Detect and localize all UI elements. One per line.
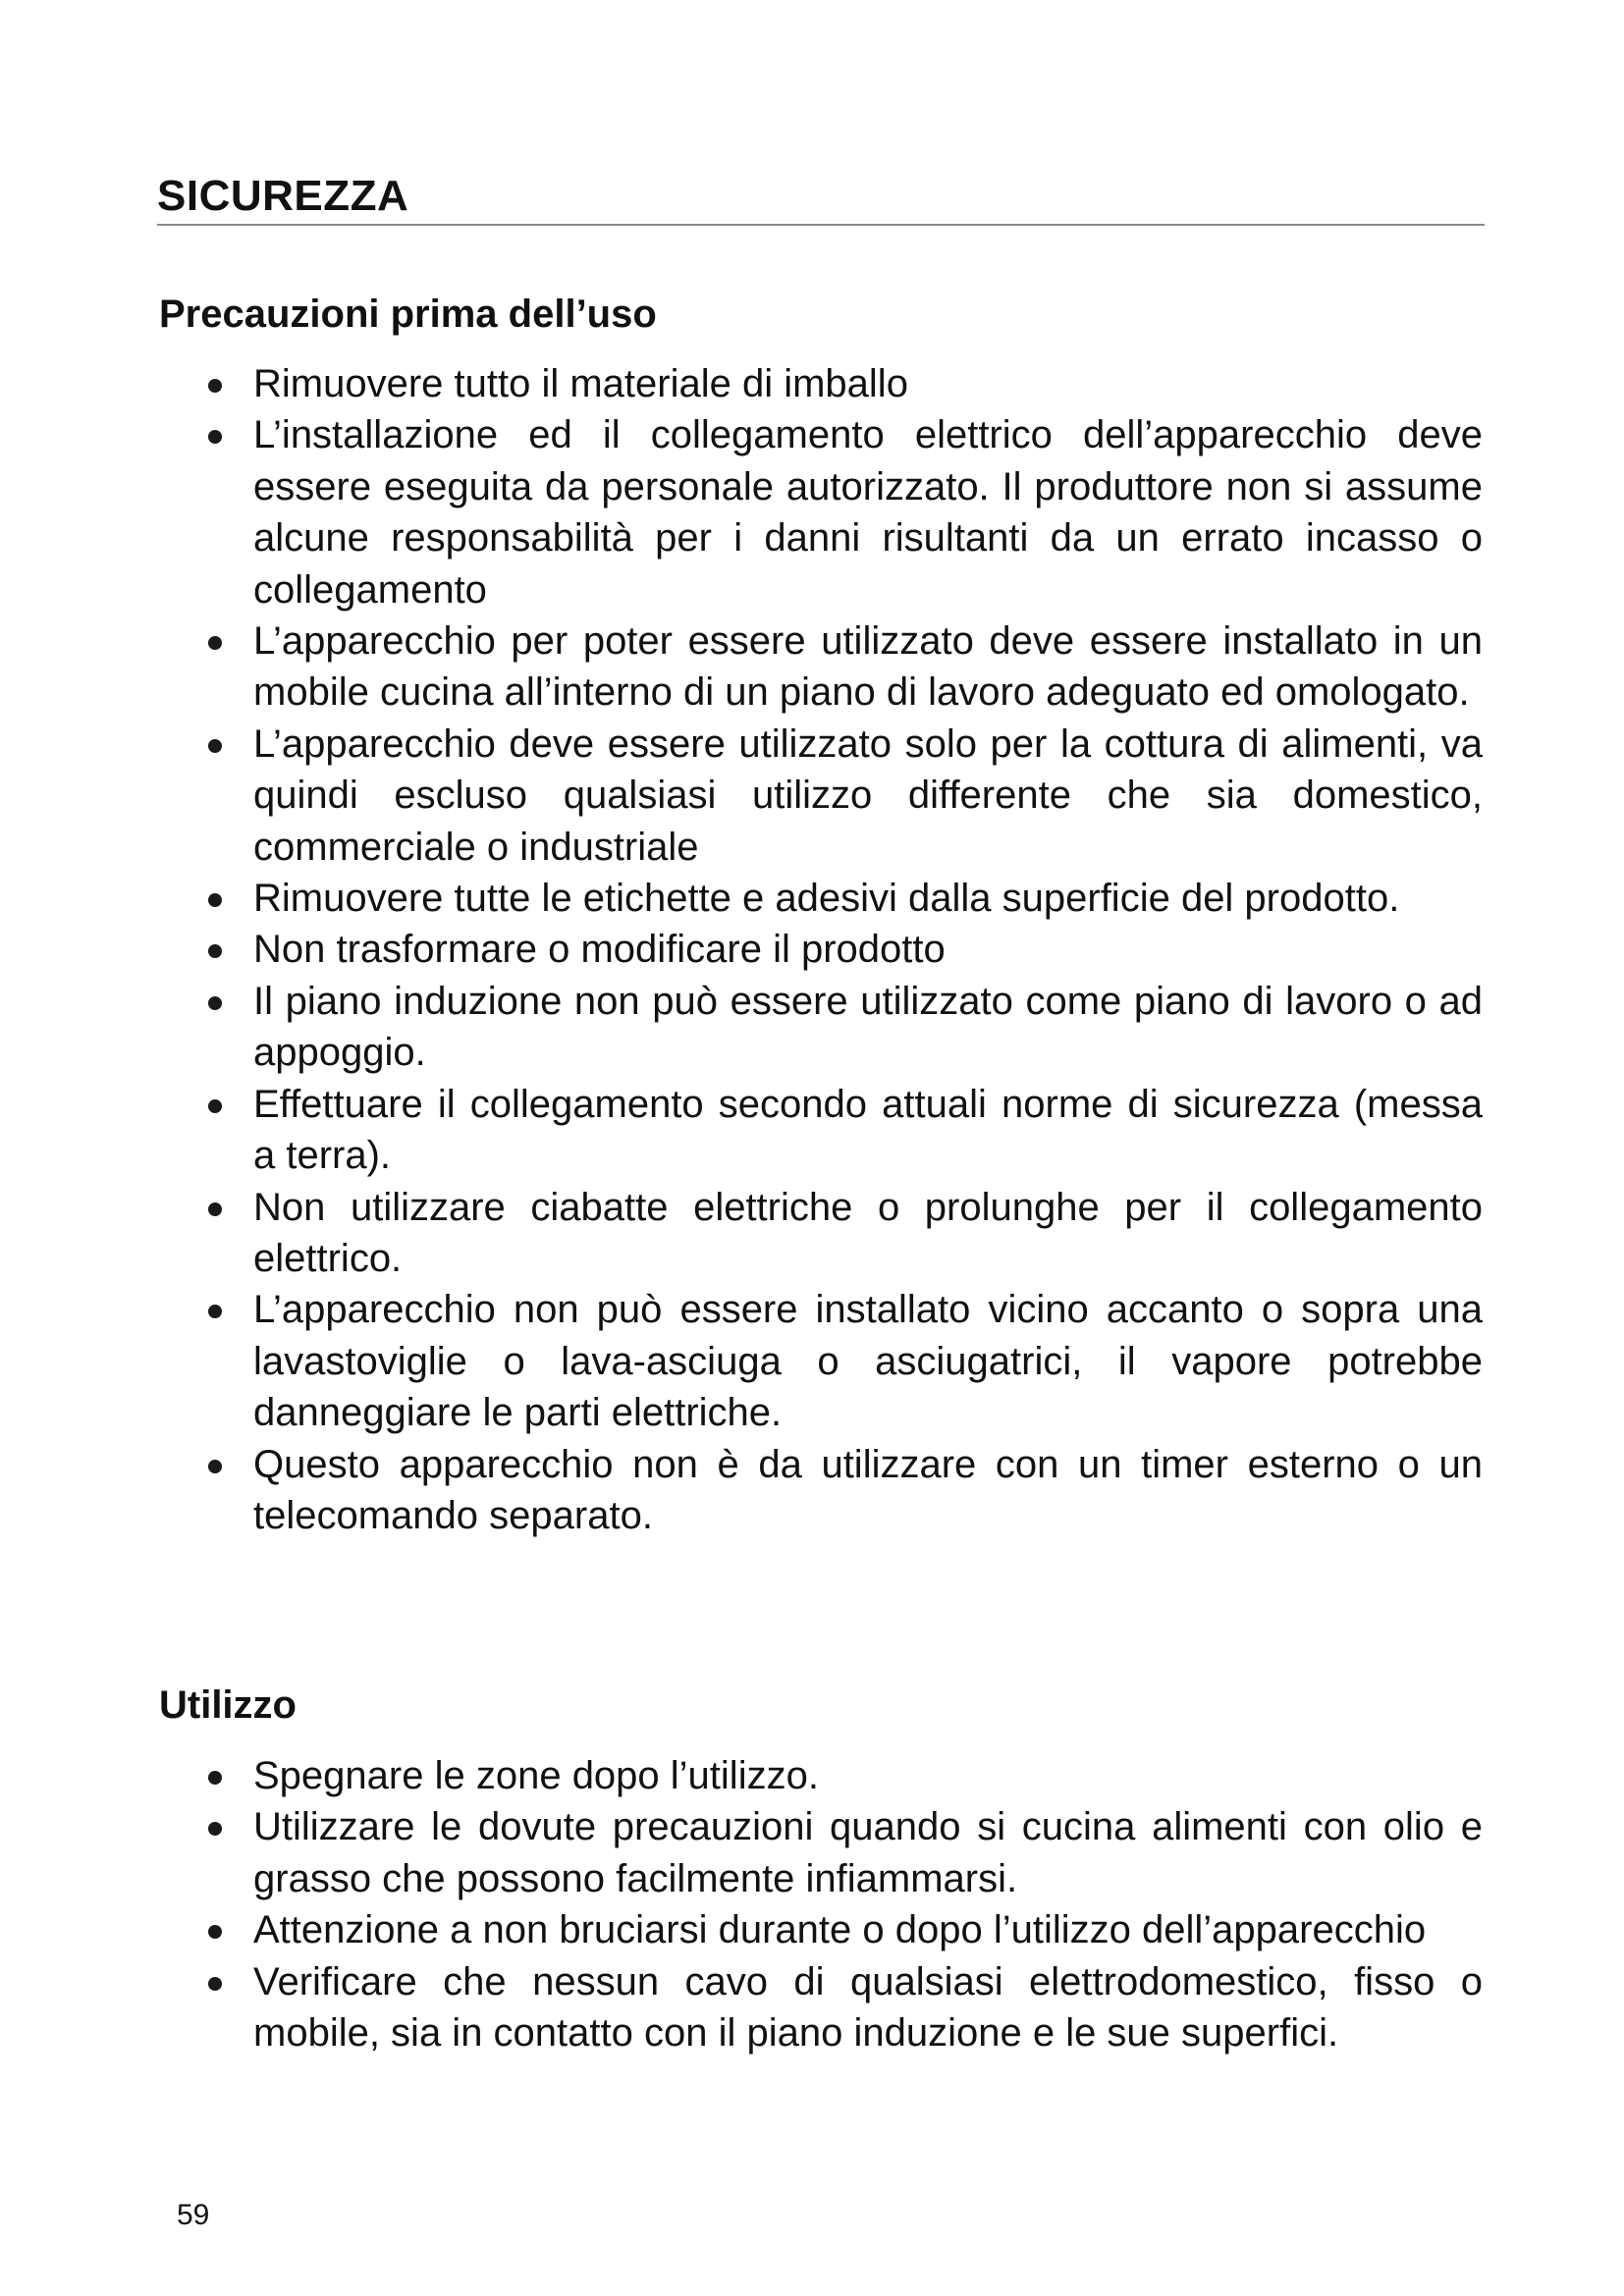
list-item-text: Spegnare le zone dopo l’utilizzo. [253,1754,819,1797]
bullet-dot-icon [208,996,222,1010]
list-item-text: Il piano induzione non può essere utilizzato come piano di lavoro o ad appoggio. [253,979,1483,1075]
list-item [0,409,1483,615]
list-item-text: L’apparecchio deve essere utilizzato solo per la cottura di alimenti, va quindi escluso qualsiasi utilizzo differente che sia domestico, commerciale o industriale [253,721,1483,869]
list-item-text: Non utilizzare ciabatte elettriche o prolunghe per il collegamento elettrico. [253,1185,1483,1280]
list-item [0,1904,1483,1955]
list-item-text: Questo apparecchio non è da utilizzare con un timer esterno o un telecomando separato. [253,1442,1483,1537]
bullet-dot-icon [208,1202,222,1216]
list-item-text: L’installazione ed il collegamento elettrico dell’apparecchio deve essere eseguita da personale autorizzato. Il produttore non si assume alcune responsabilità per i danni risultanti da un errato incasso o collegamento [253,413,1483,612]
list-item [0,719,1483,873]
list-item [0,1079,1483,1182]
section-heading-precautions: Precauzioni prima dell’uso [159,293,657,336]
list-item-text: L’apparecchio per poter essere utilizzato deve essere installato in un mobile cucina all’interno di un piano di lavoro adeguato ed omologato. [253,619,1483,715]
list-item-text: Rimuovere tutto il materiale di imballo [253,362,908,405]
list-item [0,1956,1483,2059]
list-item [0,1284,1483,1438]
list-item [0,924,1483,975]
list-item-text: Effettuare il collegamento secondo attuali norme di sicurezza (messa a terra). [253,1082,1483,1178]
bullet-dot-icon [208,1771,222,1785]
list-item-text: Verificare che nessun cavo di qualsiasi elettrodomestico, fisso o mobile, sia in contatto con il piano induzione e le sue superfici. [253,1959,1483,2056]
list-item [0,976,1483,1079]
page-title: SICUREZZA [157,172,409,220]
bullet-dot-icon [208,893,222,907]
list-item [0,873,1483,924]
list-item-text: Attenzione a non bruciarsi durante o dopo l’utilizzo dell’apparecchio [253,1908,1427,1952]
title-underline [157,224,1485,226]
bullet-dot-icon [208,1099,222,1113]
list-item [0,1439,1483,1542]
bullet-dot-icon [208,636,222,650]
bullet-dot-icon [208,1822,222,1836]
usage-list [0,1750,1624,2058]
bullet-dot-icon [208,379,222,393]
bullet-dot-icon [208,1460,222,1473]
list-item [0,615,1483,719]
list-item [0,1801,1483,1904]
list-item-text: L’apparecchio non può essere installato vicino accanto o sopra una lavastoviglie o lava-asciuga o asciugatrici, il vapore potrebbe danneggiare le parti elettriche. [253,1288,1483,1435]
bullet-dot-icon [208,944,222,958]
bullet-dot-icon [208,430,222,444]
bullet-dot-icon [208,739,222,753]
list-item [0,358,1483,409]
list-item [0,1182,1483,1285]
bullet-dot-icon [208,1977,222,1991]
bullet-dot-icon [208,1925,222,1939]
list-item-text: Rimuovere tutte le etichette e adesivi dalla superficie del prodotto. [253,877,1400,921]
page-number: 59 [177,2199,210,2231]
list-item [0,1750,1483,1801]
list-item-text: Non trasformare o modificare il prodotto [253,928,946,972]
bullet-dot-icon [208,1305,222,1318]
precautions-list [0,358,1624,1541]
section-heading-usage: Utilizzo [159,1683,297,1727]
list-item-text: Utilizzare le dovute precauzioni quando si cucina alimenti con olio e grasso che possono facilmente infiammarsi. [253,1805,1483,1900]
